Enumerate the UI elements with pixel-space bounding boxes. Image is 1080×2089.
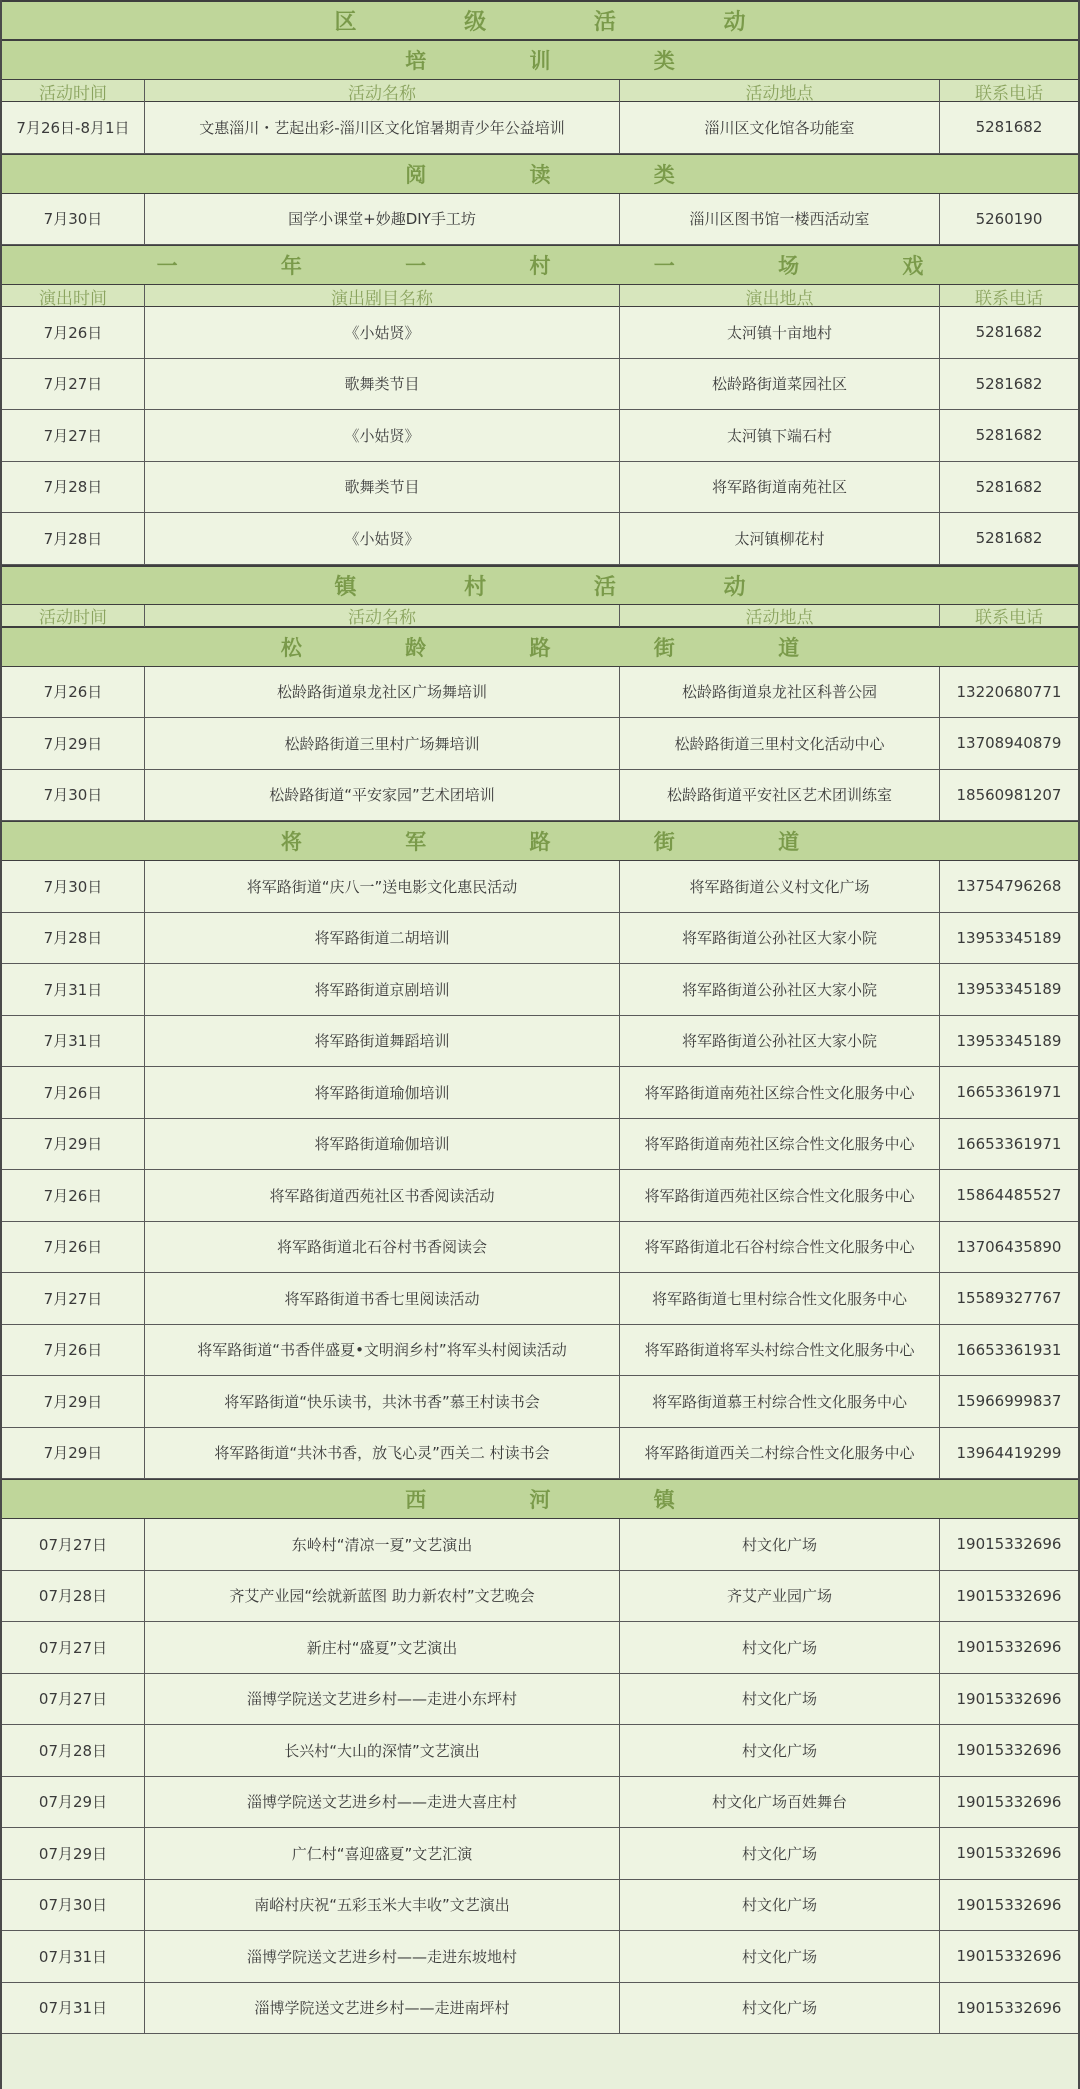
cell-date: 7月26日 (2, 307, 145, 358)
cell-name: 淄博学院送文艺进乡村——走进南坪村 (145, 1983, 620, 2034)
cell-date: 7月26日 (2, 667, 145, 718)
table-row (2, 1428, 1078, 1480)
section-title-training: 培 训 类 (2, 40, 1078, 80)
cell-location: 将军路街道公义村文化广场 (620, 861, 940, 912)
cell-name: 齐艾产业园“绘就新蓝图 助力新农村”文艺晚会 (145, 1571, 620, 1622)
cell-phone: 15966999837 (956, 1392, 1062, 1411)
cell-phone: 19015332696 (956, 1535, 1062, 1554)
cell-phone: 5260190 (975, 209, 1043, 228)
header-cell-name: 活动名称 (145, 605, 620, 627)
cell-phone: 19015332696 (956, 1998, 1062, 2017)
cell-name: 将军路街道西苑社区书香阅读活动 (145, 1170, 620, 1221)
cell-date: 7月26日 (2, 1170, 145, 1221)
cell-phone: 19015332696 (956, 1844, 1062, 1863)
column-header-row (2, 80, 1078, 102)
cell-date: 7月27日 (2, 410, 145, 461)
cell-name: 将军路街道“庆八一”送电影文化惠民活动 (145, 861, 620, 912)
header-cell-name: 活动名称 (145, 80, 620, 102)
cell-date: 7月31日 (2, 964, 145, 1015)
table-row (2, 667, 1078, 719)
header-cell-location: 活动地点 (620, 605, 940, 627)
cell-name: 淄博学院送文艺进乡村——走进大喜庄村 (145, 1777, 620, 1828)
table-row (2, 1880, 1078, 1932)
cell-date: 7月28日 (2, 462, 145, 513)
cell-name: 东岭村“清凉一夏”文艺演出 (145, 1519, 620, 1570)
cell-date: 7月26日-8月1日 (2, 102, 145, 153)
cell-phone: 13754796268 (956, 877, 1062, 896)
cell-location: 将军路街道南苑社区综合性文化服务中心 (620, 1067, 940, 1118)
cell-location: 松龄路街道三里村文化活动中心 (620, 718, 940, 769)
section-title-reading: 阅 读 类 (2, 154, 1078, 194)
header-cell-location: 活动地点 (620, 80, 940, 102)
cell-phone: 13220680771 (956, 682, 1062, 701)
header-cell-phone: 联系电话 (975, 83, 1043, 102)
cell-name: 将军路街道京剧培训 (145, 964, 620, 1015)
cell-date: 7月26日 (2, 1067, 145, 1118)
cell-phone: 5281682 (975, 477, 1043, 496)
cell-date: 07月31日 (2, 1931, 145, 1982)
cell-name: 南峪村庆祝“五彩玉米大丰收”文艺演出 (145, 1880, 620, 1931)
header-cell-location: 演出地点 (620, 285, 940, 307)
cell-date: 07月28日 (2, 1571, 145, 1622)
section-title-opera: 一 年 一 村 一 场 戏 (2, 245, 1078, 285)
cell-name: 将军路街道书香七里阅读活动 (145, 1273, 620, 1324)
cell-location: 村文化广场 (620, 1519, 940, 1570)
cell-name: 淄博学院送文艺进乡村——走进东坡地村 (145, 1931, 620, 1982)
table-row (2, 1119, 1078, 1171)
cell-name: 将军路街道北石谷村书香阅读会 (145, 1222, 620, 1273)
cell-date: 7月30日 (2, 194, 145, 245)
cell-date: 7月28日 (2, 913, 145, 964)
cell-phone: 15589327767 (956, 1289, 1062, 1308)
cell-name: 《小姑贤》 (145, 410, 620, 461)
cell-location: 村文化广场 (620, 1674, 940, 1725)
cell-phone: 5281682 (975, 323, 1043, 342)
column-header-row (2, 605, 1078, 627)
table-row (2, 770, 1078, 822)
table-row (2, 718, 1078, 770)
cell-location: 村文化广场 (620, 1622, 940, 1673)
cell-date: 7月29日 (2, 1428, 145, 1479)
cell-name: 松龄路街道三里村广场舞培训 (145, 718, 620, 769)
cell-location: 太河镇柳花村 (620, 513, 940, 564)
header-cell-name: 演出剧目名称 (145, 285, 620, 307)
cell-date: 07月30日 (2, 1880, 145, 1931)
cell-date: 7月27日 (2, 359, 145, 410)
cell-phone: 19015332696 (956, 1792, 1062, 1811)
table-row (2, 1325, 1078, 1377)
cell-phone: 5281682 (975, 118, 1043, 137)
cell-name: 广仁村“喜迎盛夏”文艺汇演 (145, 1828, 620, 1879)
cell-name: 文惠淄川・艺起出彩-淄川区文化馆暑期青少年公益培训 (145, 102, 620, 153)
table-row (2, 1067, 1078, 1119)
section-title-jiangjun: 将 军 路 街 道 (2, 821, 1078, 861)
section-title-songling: 松 龄 路 街 道 (2, 627, 1078, 667)
cell-phone: 19015332696 (956, 1741, 1062, 1760)
cell-phone: 13706435890 (956, 1237, 1062, 1256)
header-cell-date: 活动时间 (2, 605, 145, 627)
table-row (2, 102, 1078, 154)
cell-date: 07月28日 (2, 1725, 145, 1776)
cell-phone: 19015332696 (956, 1638, 1062, 1657)
cell-date: 7月31日 (2, 1016, 145, 1067)
cell-location: 村文化广场 (620, 1880, 940, 1931)
cell-location: 松龄路街道菜园社区 (620, 359, 940, 410)
section-title-district: 区 级 活 动 (2, 0, 1078, 40)
cell-date: 07月27日 (2, 1674, 145, 1725)
cell-location: 太河镇下端石村 (620, 410, 940, 461)
cell-phone: 19015332696 (956, 1586, 1062, 1605)
cell-name: 将军路街道瑜伽培训 (145, 1067, 620, 1118)
table-row (2, 1777, 1078, 1829)
cell-phone: 5281682 (975, 529, 1043, 548)
cell-phone: 13953345189 (956, 928, 1062, 947)
section-title-town: 镇 村 活 动 (2, 565, 1078, 605)
cell-location: 村文化广场 (620, 1931, 940, 1982)
table-row (2, 1828, 1078, 1880)
cell-name: 松龄路街道泉龙社区广场舞培训 (145, 667, 620, 718)
cell-phone: 18560981207 (956, 785, 1062, 804)
table-row (2, 307, 1078, 359)
cell-phone: 13708940879 (956, 734, 1062, 753)
cell-name: 淄博学院送文艺进乡村——走进小东坪村 (145, 1674, 620, 1725)
cell-date: 7月29日 (2, 1376, 145, 1427)
section-title-xihe: 西 河 镇 (2, 1479, 1078, 1519)
cell-name: 《小姑贤》 (145, 513, 620, 564)
cell-phone: 16653361971 (956, 1083, 1062, 1102)
cell-phone: 5281682 (975, 426, 1043, 445)
table-row (2, 1622, 1078, 1674)
cell-name: 将军路街道“快乐读书，共沐书香”慕王村读书会 (145, 1376, 620, 1427)
cell-name: 新庄村“盛夏”文艺演出 (145, 1622, 620, 1673)
cell-phone: 16653361971 (956, 1134, 1062, 1153)
table-row (2, 964, 1078, 1016)
cell-phone: 13964419299 (956, 1443, 1062, 1462)
cell-location: 村文化广场 (620, 1725, 940, 1776)
cell-location: 淄川区图书馆一楼西活动室 (620, 194, 940, 245)
cell-location: 淄川区文化馆各功能室 (620, 102, 940, 153)
table-row (2, 513, 1078, 565)
cell-name: 将军路街道瑜伽培训 (145, 1119, 620, 1170)
table-row (2, 1674, 1078, 1726)
table-row (2, 1170, 1078, 1222)
cell-phone: 5281682 (975, 374, 1043, 393)
cell-location: 将军路街道公孙社区大家小院 (620, 913, 940, 964)
table-row (2, 1983, 1078, 2035)
cell-date: 7月30日 (2, 770, 145, 821)
cell-phone: 19015332696 (956, 1947, 1062, 1966)
table-row (2, 1376, 1078, 1428)
cell-date: 7月27日 (2, 1273, 145, 1324)
cell-date: 7月26日 (2, 1325, 145, 1376)
table-row (2, 1222, 1078, 1274)
header-cell-phone: 联系电话 (975, 288, 1043, 307)
cell-phone: 19015332696 (956, 1895, 1062, 1914)
cell-location: 将军路街道慕王村综合性文化服务中心 (620, 1376, 940, 1427)
cell-location: 将军路街道公孙社区大家小院 (620, 964, 940, 1015)
cell-date: 07月29日 (2, 1828, 145, 1879)
cell-location: 将军路街道南苑社区 (620, 462, 940, 513)
cell-location: 将军路街道七里村综合性文化服务中心 (620, 1273, 940, 1324)
table-row (2, 913, 1078, 965)
cell-location: 将军路街道西关二村综合性文化服务中心 (620, 1428, 940, 1479)
cell-phone: 13953345189 (956, 980, 1062, 999)
cell-date: 7月30日 (2, 861, 145, 912)
cell-location: 将军路街道将军头村综合性文化服务中心 (620, 1325, 940, 1376)
header-cell-phone: 联系电话 (975, 608, 1043, 627)
cell-location: 太河镇十亩地村 (620, 307, 940, 358)
cell-name: 《小姑贤》 (145, 307, 620, 358)
cell-location: 松龄路街道泉龙社区科普公园 (620, 667, 940, 718)
cell-name: 长兴村“大山的深情”文艺演出 (145, 1725, 620, 1776)
cell-name: 将军路街道“共沐书香，放飞心灵”西关二 村读书会 (145, 1428, 620, 1479)
cell-date: 07月27日 (2, 1622, 145, 1673)
cell-phone: 15864485527 (956, 1186, 1062, 1205)
cell-date: 7月28日 (2, 513, 145, 564)
cell-name: 歌舞类节目 (145, 359, 620, 410)
cell-name: 歌舞类节目 (145, 462, 620, 513)
table-row (2, 1931, 1078, 1983)
cell-location: 将军路街道北石谷村综合性文化服务中心 (620, 1222, 940, 1273)
header-cell-date: 活动时间 (2, 80, 145, 102)
table-row (2, 1571, 1078, 1623)
cell-location: 将军路街道公孙社区大家小院 (620, 1016, 940, 1067)
cell-name: 将军路街道舞蹈培训 (145, 1016, 620, 1067)
cell-date: 7月29日 (2, 1119, 145, 1170)
cell-phone: 19015332696 (956, 1689, 1062, 1708)
cell-name: 将军路街道“书香伴盛夏•文明润乡村”将军头村阅读活动 (145, 1325, 620, 1376)
cell-location: 村文化广场百姓舞台 (620, 1777, 940, 1828)
cell-name: 松龄路街道“平安家园”艺术团培训 (145, 770, 620, 821)
cell-location: 将军路街道西苑社区综合性文化服务中心 (620, 1170, 940, 1221)
cell-date: 7月29日 (2, 718, 145, 769)
column-header-row (2, 285, 1078, 307)
cell-name: 将军路街道二胡培训 (145, 913, 620, 964)
table-row (2, 359, 1078, 411)
cell-date: 7月26日 (2, 1222, 145, 1273)
table-row (2, 861, 1078, 913)
cell-phone: 16653361931 (956, 1340, 1062, 1359)
cell-date: 07月29日 (2, 1777, 145, 1828)
table-row (2, 410, 1078, 462)
cell-location: 将军路街道南苑社区综合性文化服务中心 (620, 1119, 940, 1170)
table-row (2, 1519, 1078, 1571)
cell-location: 松龄路街道平安社区艺术团训练室 (620, 770, 940, 821)
cell-date: 07月31日 (2, 1983, 145, 2034)
table-row (2, 1273, 1078, 1325)
cell-location: 齐艾产业园广场 (620, 1571, 940, 1622)
cell-date: 07月27日 (2, 1519, 145, 1570)
table-row (2, 1725, 1078, 1777)
header-cell-date: 演出时间 (2, 285, 145, 307)
table-row (2, 1016, 1078, 1068)
cell-phone: 13953345189 (956, 1031, 1062, 1050)
cell-location: 村文化广场 (620, 1983, 940, 2034)
table-row (2, 194, 1078, 246)
table-row (2, 462, 1078, 514)
cell-name: 国学小课堂+妙趣DIY手工坊 (145, 194, 620, 245)
cell-location: 村文化广场 (620, 1828, 940, 1879)
